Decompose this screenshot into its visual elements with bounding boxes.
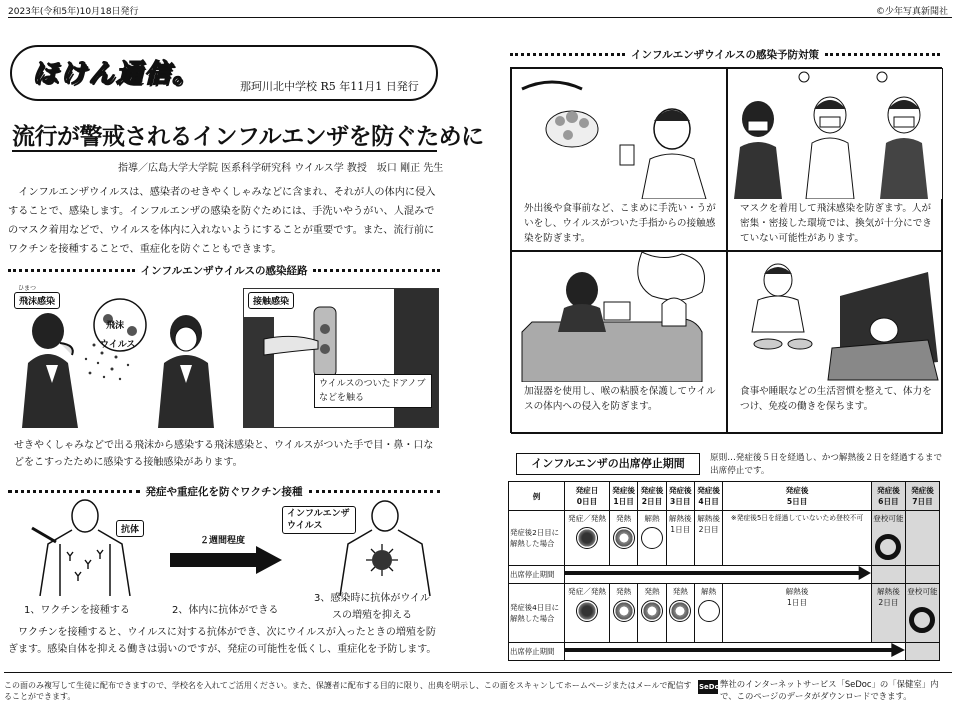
col-day4: 発症後 4日目 <box>694 482 722 511</box>
col-day0: 発症日 0日目 <box>565 482 610 511</box>
col-day5: 発症後 5日目 <box>723 482 872 511</box>
vaccine-step1: 1、ワクチンを接種する <box>24 605 130 616</box>
body-with-virus-icon <box>330 500 440 596</box>
stop-arrow-icon <box>565 566 871 580</box>
attendance-table <box>508 481 940 661</box>
stop-arrow-cell <box>565 643 906 661</box>
table-cell: 解熱後 2日目 <box>871 584 905 643</box>
tip-humidifier <box>511 251 727 434</box>
cell-text: 発熱 <box>616 514 632 524</box>
cell-text: 発症／発熱 <box>568 587 606 597</box>
row2-label: 発症後4日目に解熱した場合 <box>509 584 565 643</box>
masthead-logo: ほけん通信。 <box>32 59 201 89</box>
period-label: ２週間程度 <box>200 536 246 546</box>
table-cell <box>905 643 939 661</box>
col-day2: 発症後 2日目 <box>638 482 666 511</box>
ok-circle-icon <box>875 534 901 560</box>
table-cell <box>905 511 939 566</box>
heading-dots <box>825 53 940 56</box>
table-cell <box>565 584 610 643</box>
stop-label: 出席停止期間 <box>509 643 565 661</box>
vaccine-step2: 2、体内に抗体ができる <box>172 605 279 616</box>
vaccine-step1-figure <box>30 498 140 596</box>
tip-caption: 加湿器を使用し、喉の粘膜を保護してウイルスの体内への侵入を防ぎます。 <box>524 386 716 412</box>
school-info: 那珂川北中学校 R5 年11月1 日発行 <box>240 80 419 93</box>
vaccine-step3-figure <box>330 500 440 596</box>
route-heading-text: インフルエンザウイルスの感染経路 <box>140 265 308 277</box>
cell-text: 登校可能 <box>873 514 904 524</box>
meal-sleep-icon <box>728 252 942 382</box>
table-cell <box>638 511 666 566</box>
sedoc-logo: SeDoc <box>698 680 718 694</box>
table-cell <box>871 566 905 584</box>
table-cell: 解熱後 1日目 <box>723 584 872 643</box>
table-cell <box>609 511 637 566</box>
article-title: 流行が警戒されるインフルエンザを防ぐために <box>12 124 484 150</box>
prevention-grid <box>510 67 942 433</box>
cell-text: 解熱 <box>700 587 717 597</box>
col-day7: 発症後 7日目 <box>905 482 939 511</box>
contact-label: 接触感染 <box>248 292 294 309</box>
table-cell <box>565 511 610 566</box>
table-row <box>509 511 940 566</box>
tip-caption: 食事や睡眠などの生活習慣を整えて、体力をつけ、免疫の働きを保ちます。 <box>740 386 932 412</box>
tip-handwash <box>511 68 727 251</box>
table-header-row <box>509 482 940 511</box>
footer-note: この面のみ複写して生徒に配布できますので、学校名を入れてご活用ください。また、保護者に配布する目的に限り、出典を明示し、この面をスキャンしてホームページまたはメールで配信することができます。 <box>4 681 692 701</box>
vaccine-heading <box>8 484 440 499</box>
arrow-right-icon <box>170 546 282 574</box>
article-intro: インフルエンザウイルスは、感染者のせきやくしゃみなどに含まれ、それが人の体内に侵入することで、感染します。インフルエンザの感染を防ぐためには、手洗いやうがい、人混みでのマスク着用などで、ウイルスを体内に入れないようにすることが重要です。また、流行前にワクチンを接種することで、重症化を防ぐこともできます。 <box>8 187 436 255</box>
ok-circle-icon <box>909 607 935 633</box>
sedoc-note: 弊社のインターネットサービス「SeDoc」の「保健室」内で、このページのデータがダウンロードできます。 <box>720 679 939 701</box>
body-outline-icon <box>30 498 140 596</box>
title-underline <box>12 150 437 152</box>
antibody-label: 抗体 <box>116 520 144 537</box>
prevention-heading <box>510 47 940 62</box>
heading-dots <box>8 269 135 272</box>
publish-date: 2023年(令和5年)10月18日発行 <box>8 7 139 17</box>
col-day3: 発症後 3日目 <box>666 482 694 511</box>
droplet-ruby: ひまつ <box>18 285 37 292</box>
masked-commuters-icon <box>728 69 942 199</box>
vaccine-caption: ワクチンを接種すると、ウイルスに対する抗体ができ、次にウイルスが入ったときの増殖を防ぎます。感染自体を抑える働きは弱いのですが、発症の可能性を低くし、重症化を予防します。 <box>8 627 437 655</box>
heading-dots <box>313 269 440 272</box>
cell-text: 発熱 <box>644 587 660 597</box>
tip-caption: 外出後や食事前など、こまめに手洗い・うがいをし、ウイルスがついた手指からの接触感染を防ぎます。 <box>524 203 716 244</box>
heading-dots <box>309 490 441 493</box>
copyright: ©少年写真新聞社 <box>875 7 948 17</box>
table-cell <box>694 584 722 643</box>
humidifier-reading-icon <box>512 252 726 382</box>
tip-mask <box>727 68 943 251</box>
cell-text: 登校可能 <box>907 587 938 597</box>
heading-dots <box>8 490 140 493</box>
cell-text: 発症／発熱 <box>568 514 606 524</box>
droplet-label: 飛沫感染 <box>14 292 60 309</box>
route-caption: せきやくしゃみなどで出る飛沫から感染する飛沫感染と、ウイルスがついた手で目・鼻・口などをこすったために感染する接触感染があります。 <box>14 440 434 468</box>
handwash-gargle-icon <box>512 69 726 199</box>
prevention-heading-text: インフルエンザウイルスの感染予防対策 <box>631 49 819 61</box>
contact-note: ウイルスのついたドアノブなどを触る <box>314 374 432 408</box>
heading-dots <box>510 53 625 56</box>
stop-label: 出席停止期間 <box>509 566 565 584</box>
fever-face-icon <box>613 600 635 622</box>
table-cell <box>871 511 905 566</box>
fever-face-icon <box>641 600 663 622</box>
table-cell: 解熱後 1日目 <box>666 511 694 566</box>
route-heading <box>8 263 440 278</box>
sick-face-icon <box>576 527 598 549</box>
table-cell: 解熱後 2日目 <box>694 511 722 566</box>
tip-caption: マスクを着用して飛沫感染を防ぎます。人が密集・密接した環境では、換気が十分にできていない可能性があります。 <box>740 203 932 244</box>
table-cell: ※発症後5日を経過していないため登校不可 <box>723 511 872 566</box>
stop-arrow-icon <box>565 643 905 657</box>
cell-text: 発熱 <box>616 587 632 597</box>
col-day1: 発症後 1日目 <box>609 482 637 511</box>
vaccine-heading-text: 発症や重症化を防ぐワクチン接種 <box>145 486 303 498</box>
sick-face-icon <box>576 600 598 622</box>
cell-text: 解熱 <box>644 514 660 524</box>
table-cell <box>666 584 694 643</box>
cell-text: 発熱 <box>672 587 688 597</box>
attendance-title: インフルエンザの出席停止期間 <box>516 453 700 475</box>
row1-label: 発症後2日目に解熱した場合 <box>509 511 565 566</box>
fever-face-icon <box>669 600 691 622</box>
droplet-tag-1: 飛沫 <box>106 321 125 331</box>
table-cell <box>609 584 637 643</box>
smile-face-icon <box>698 600 720 622</box>
smile-face-icon <box>641 527 663 549</box>
table-cell <box>638 584 666 643</box>
table-cell <box>905 566 939 584</box>
table-row <box>509 566 940 584</box>
col-day6: 発症後 6日目 <box>871 482 905 511</box>
table-row <box>509 643 940 661</box>
footer-rule <box>4 672 952 673</box>
influenza-virus-label: インフルエンザウイルス <box>282 506 356 534</box>
table-cell <box>905 584 939 643</box>
table-row <box>509 584 940 643</box>
tip-lifestyle <box>727 251 943 434</box>
article-author: 指導／広島大学大学院 医系科学研究科 ウイルス学 教授 坂口 剛正 先生 <box>118 163 444 174</box>
stop-arrow-cell <box>565 566 872 584</box>
droplet-tag-2: ウイルス <box>100 340 136 350</box>
top-rule <box>8 17 952 18</box>
col-example: 例 <box>509 482 565 511</box>
fever-face-icon <box>613 527 635 549</box>
attendance-rule: 原則…発症後５日を経過し、かつ解熱後２日を経過するまで出席停止です。 <box>710 453 943 476</box>
vaccine-step3: 3、感染時に抗体がウイルスの増殖を抑える <box>313 593 431 621</box>
